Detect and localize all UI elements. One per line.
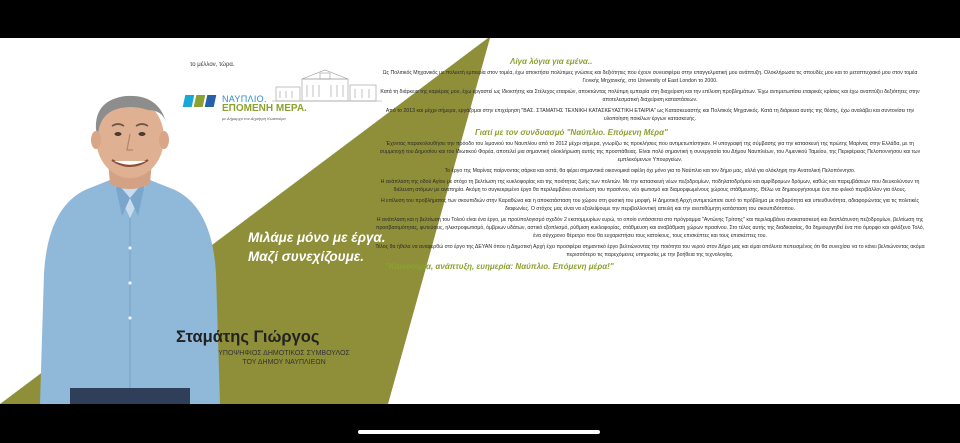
logo-text-mayor: με Δήμαρχο τον Δημήτρη Κωστούρο (222, 116, 286, 121)
logo-text-next-day: ΕΠΟΜΕΝΗ ΜΕΡΑ. (222, 103, 307, 114)
slogan-line-1: Μιλάμε μόνο με έργα. (248, 230, 386, 245)
candidate-role (184, 349, 384, 367)
role-line-2: ΤΟΥ ΔΗΜΟΥ ΝΑΥΠΛΙΕΩΝ (242, 359, 326, 366)
paragraph: Η ανάπλαση της οδού Αγίου με στόχο τη βελτίωση της κυκλοφορίας και της ποιότητας ζωής των πολιτών. Με την κατασκευή νέων πεζοδρομίων, ποδηλατοδρόμου και αμφίδρομων δρόμων, καθώς και παρεμβάσεων που διευκολύνουν τη διέλευση ατόμων με αναπηρία. Ακόμη το συγκεκριμένο έργο θα περιλαμβάνει ανανέωση του πρασίνου, νέο φωτισμό και διαμορφωμένους χώρους στάθμευσης. Θέλω να δημιουργήσουμε ένα πιο φιλικό περιβάλλον για όλους. (380, 179, 920, 193)
candidate-name: Σταμάτης Γιώργος (176, 328, 320, 346)
paragraph: Κατά τη διάρκεια της καριέρας μου, έχω εργαστεί ως Ιδιοκτήτης και Στέλεχος εταιριών, αποκτώντας πολύτιμη εμπειρία στη διαχείριση και την επίλυση προβλημάτων. Έχω αντιμετωπίσει εταιρικές κρίσεις και έχω αναπτύξει δεξιότητες στην αποτελεσματική διαχείριση καταστάσεων. (380, 89, 920, 103)
closing-slogan: "Καινοτομία, ανάπτυξη, ευημερία: Ναύπλιο. Επόμενη μέρα!" (385, 262, 614, 271)
paragraph: Έχοντας παρακολουθήσει την πρόοδο του λιμανιού του Ναυπλίου από το 2012 μέχρι σήμερα, γνωρίζω τις προκλήσεις που αντιμετωπίστηκαν. Η υπογραφή της σύμβασης για την κατασκευή της πρώτης Μαρίνας στην Ελλάδα, με τη συμμετοχή του Δημοσίου και του Ιδιωτικού Φορέα, αποτελεί μια σημαντική ολοκλήρωση αυτής της προσπάθειας. Είναι πολύ σημαντική η συνεργασία του Δήμου Ναυπλιέων, του Λιμενικού Ταμείου, της Περιφέρειας Πελοποννήσου και των εμπλεκόμενων Υπουργείων. (379, 141, 921, 163)
paragraph: Από το 2013 και μέχρι σήμερα, εργάζομαι στην επιχείρηση "ΒΑΣ. ΣΤΑΜΑΤΗΣ ΤΕΧΝΙΚΗ ΚΑΤΑΣΚΕΥΑΣΤΙΚΗ ΕΤΑΙΡΙΑ" ως Κατασκευαστής και Πολιτικός Μηχανικός. Κατά τη διάρκεια αυτής της θέσης, έχω αναλάβει και συντονίσει την υλοποίηση ποικίλων έργων κατασκευής. (385, 108, 915, 122)
paragraph: Η ανάπλαση και η βελτίωση του Τολού είναι ένα έργο, με προϋπολογισμό σχεδόν 2 εκατομμυρίων ευρώ, το οποίο εντάσσεται στο πρόγραμμα "Αντώνης Τρίτσης" και περιλαμβάνει ανακατασκευή και διαπλάτυνση πεζοδρομίων, βελτίωση της προσβασιμότητας, φυτεύσεις, ηλεκτροφωτισμό, όμβριων υδάτων, αστικό εξοπλισμό, ρύθμιση κυκλοφορίας, στάθμευση και αναβάθμιση χώρων πρασίνου. Στο τέλος αυτής της διαδικασίας, θα δημιουργηθεί ένα πιο όμορφο και φιλόξενο Τολό, ένα σύγχρονο θέρετρο που θα ευχαριστήσει τους κατοίκους, τους επισκέπτες και τους επισκέπτες του. (375, 217, 925, 239)
home-indicator[interactable] (358, 430, 600, 434)
paragraph: Η επίλυση του προβλήματος των σκουπιδιών στην Καραθώνα και η αποκατάσταση του χώρου στη φυσική του μορφή. Η Δημοτική Αρχή αντιμετώπισε αυτό το πρόβλημα με σοβαρότητα και υπευθυνότητα, αδιαφορώντας για τις πολιτικές διαφωνίες. Ο στόχος μας είναι να εξαλείψουμε την περιβαλλοντική απειλή και την ανεπιθύμητη κατάσταση του σκουπιδότοπου. (380, 198, 919, 212)
tagline: το μέλλον, τώρα. (190, 62, 235, 68)
heading-why-coalition: Γιατί με τον συνδυασμό "Ναύπλιο. Επόμενη Μέρα" (475, 128, 668, 137)
role-line-1: ΥΠΟΨΗΦΙΟΣ ΔΗΜΟΤΙΚΟΣ ΣΥΜΒΟΥΛΟΣ (218, 350, 350, 357)
paragraph: Το έργο της Μαρίνας παίρνοντας σάρκα και οστά, θα φέρει σημαντικά οικονομικά οφέλη όχι μόνο για το Ναύπλιο και τον δήμο μας, αλλά για ολόκληρη την Ανατολική Πελοπόννησο. (444, 168, 856, 174)
heading-about-me: Λίγα λόγια για εμένα.. (510, 57, 593, 66)
candidate-statement (375, 46, 925, 271)
building-sketch-icon (272, 67, 382, 103)
paragraph: Ως Πολιτικός Μηχανικός με πολυετή εμπειρία στον τομέα, έχω αποκτήσει πολύτιμες γνώσεις και δεξιότητες που έχουν συνεισφέρει στην επαγγελματική μου ανάπτυξη. Ολοκλήρωσα τις σπουδές μου και το μεταπτυχιακό μου στον τομέα Γενικής Μηχανικής, στο University of East London το 2000. (382, 70, 918, 84)
flyer (0, 38, 960, 404)
logo-text-city: ΝΑΥΠΛΙΟ. (222, 94, 267, 104)
paragraph: Τέλος θα ήθελα να αναφερθώ στο έργο της ΔΕΥΑΝ όπου η Δημοτική Αρχή έχει προσφέρει σημαντικό έργο βελτιώνοντας την ποιότητα του νερού στον Δήμο μας και είμαι απόλυτα πεπεισμένος ότι θα συνεχίσει να το κάνει βελτιώνοντας ακόμα περισσότερο τις παρεχόμενες υπηρεσίες με την βοήθεια της τεχνολογίας. (375, 244, 925, 258)
slogan-line-2: Μαζί συνεχίζουμε. (248, 249, 364, 264)
